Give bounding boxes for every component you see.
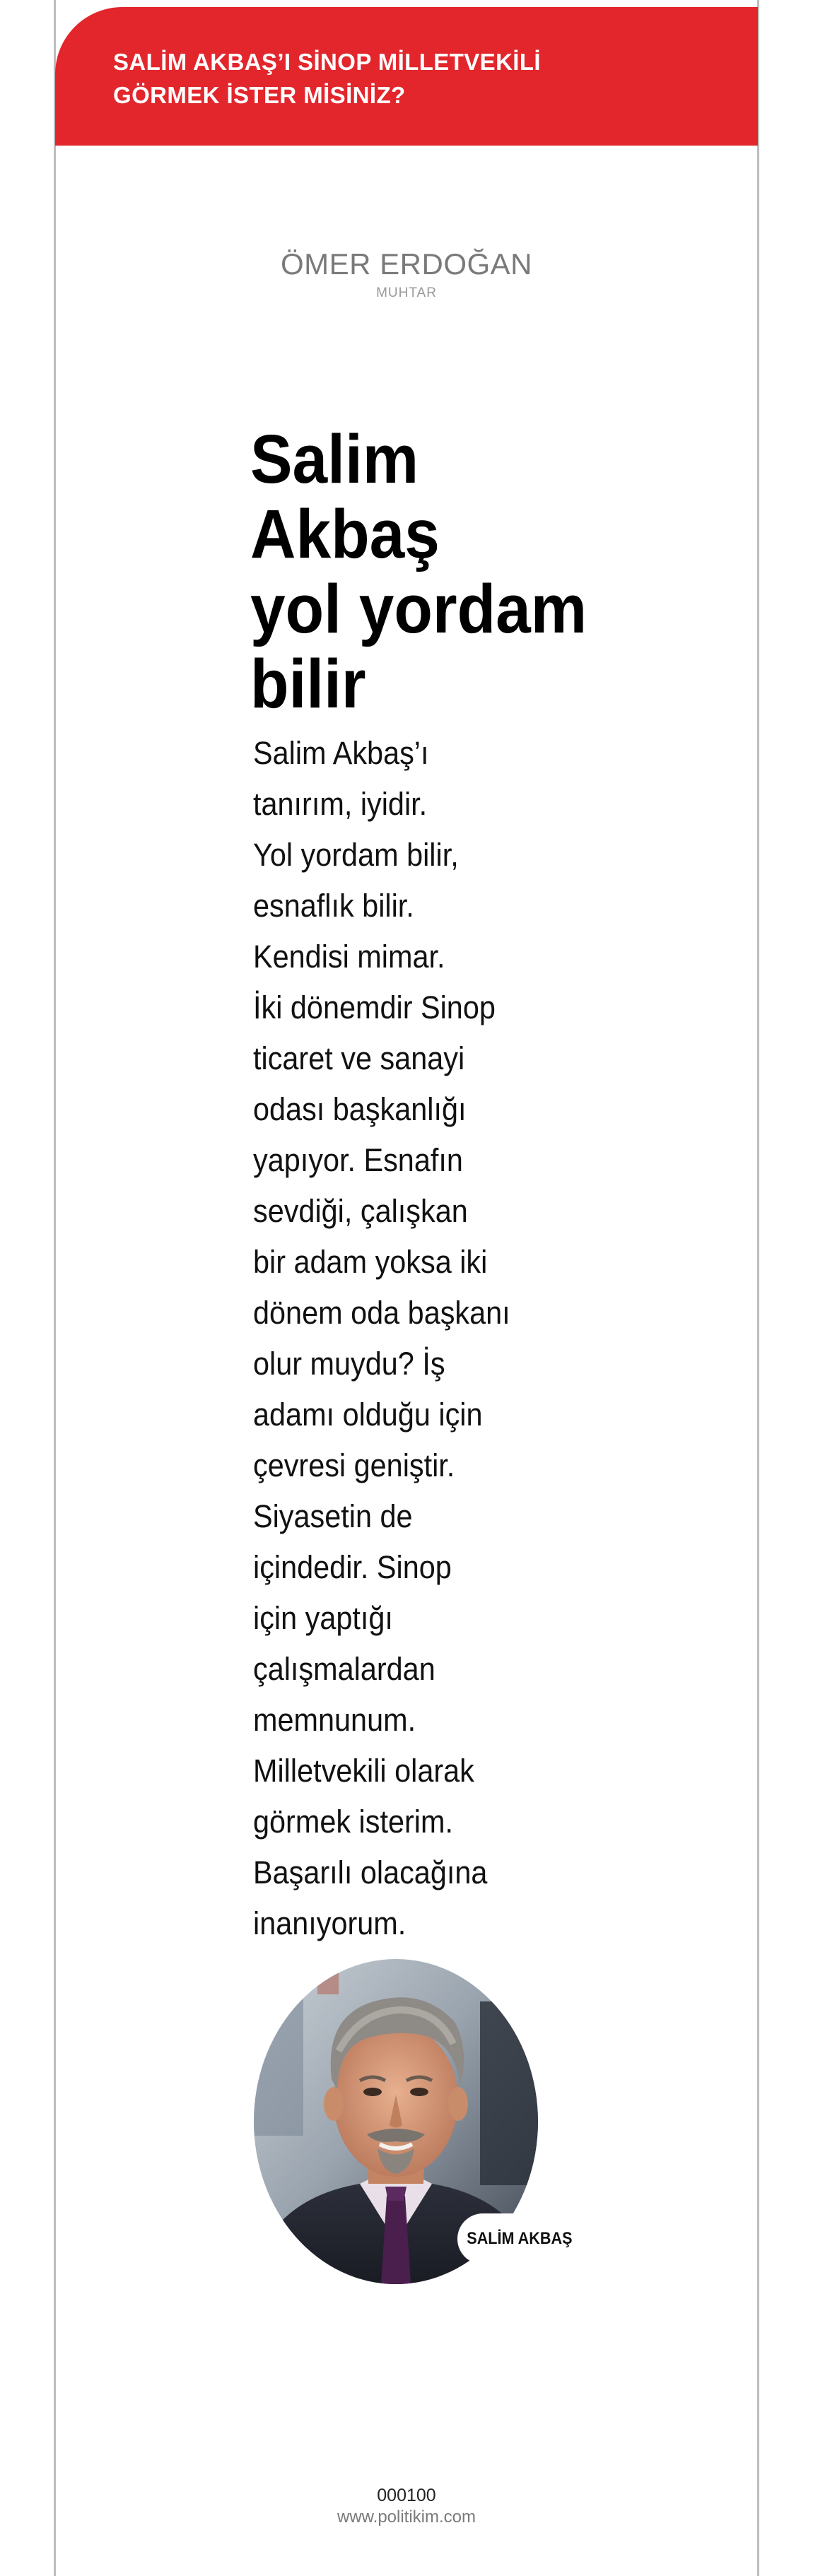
body-line: sevdiği, çalışkan <box>253 1193 468 1229</box>
photo-caption-text: SALİM AKBAŞ <box>467 2229 573 2248</box>
author-block <box>0 247 813 302</box>
body-line: Kendisi mimar. <box>253 939 445 975</box>
body-line: Milletvekili olarak <box>253 1753 474 1789</box>
body-line: memnunum. <box>253 1702 416 1738</box>
body-line: tanırım, iyidir. <box>253 786 428 822</box>
headline-line: yol yordam <box>250 570 587 647</box>
body-line: dönem oda başkanı <box>253 1295 510 1331</box>
body-line: içindedir. Sinop <box>253 1549 452 1585</box>
body-line: görmek isterim. <box>253 1804 453 1840</box>
header-banner <box>55 7 758 146</box>
banner-line-2: GÖRMEK İSTER MİSİNİZ? <box>113 82 406 108</box>
body-line: bir adam yoksa iki <box>253 1244 488 1280</box>
footer-number: 000100 <box>377 2486 436 2505</box>
author-name: ÖMER ERDOĞAN <box>280 247 533 281</box>
body-line: çalışmalardan <box>253 1651 435 1687</box>
body-line: ticaret ve sanayi <box>253 1040 465 1076</box>
article-body <box>253 728 526 1949</box>
body-line: odası başkanlığı <box>253 1091 467 1127</box>
body-line: inanıyorum. <box>253 1905 406 1941</box>
body-line: İki dönemdir Sinop <box>253 989 496 1025</box>
body-line: Başarılı olacağına <box>253 1854 488 1890</box>
body-line: olur muydu? İş <box>253 1346 445 1382</box>
body-line: Siyasetin de <box>253 1498 413 1534</box>
body-line: Salim Akbaş’ı <box>253 735 429 771</box>
page-footer <box>0 2484 813 2528</box>
body-line: esnaflık bilir. <box>253 888 414 924</box>
body-line: için yaptığı <box>253 1600 393 1636</box>
body-line: adamı olduğu için <box>253 1396 483 1433</box>
body-line: çevresi geniştir. <box>253 1447 455 1483</box>
banner-line-1: SALİM AKBAŞ’I SİNOP MİLLETVEKİLİ <box>113 49 541 75</box>
headline-line: Akbaş <box>250 495 440 572</box>
footer-url[interactable]: www.politikim.com <box>337 2507 476 2527</box>
headline <box>250 422 588 722</box>
author-role: MUHTAR <box>376 286 437 300</box>
photo-caption <box>457 2213 582 2264</box>
headline-line: Salim <box>250 420 419 498</box>
headline-line: bilir <box>250 645 366 722</box>
body-line: Yol yordam bilir, <box>253 837 459 873</box>
body-line: yapıyor. Esnafın <box>253 1142 463 1178</box>
